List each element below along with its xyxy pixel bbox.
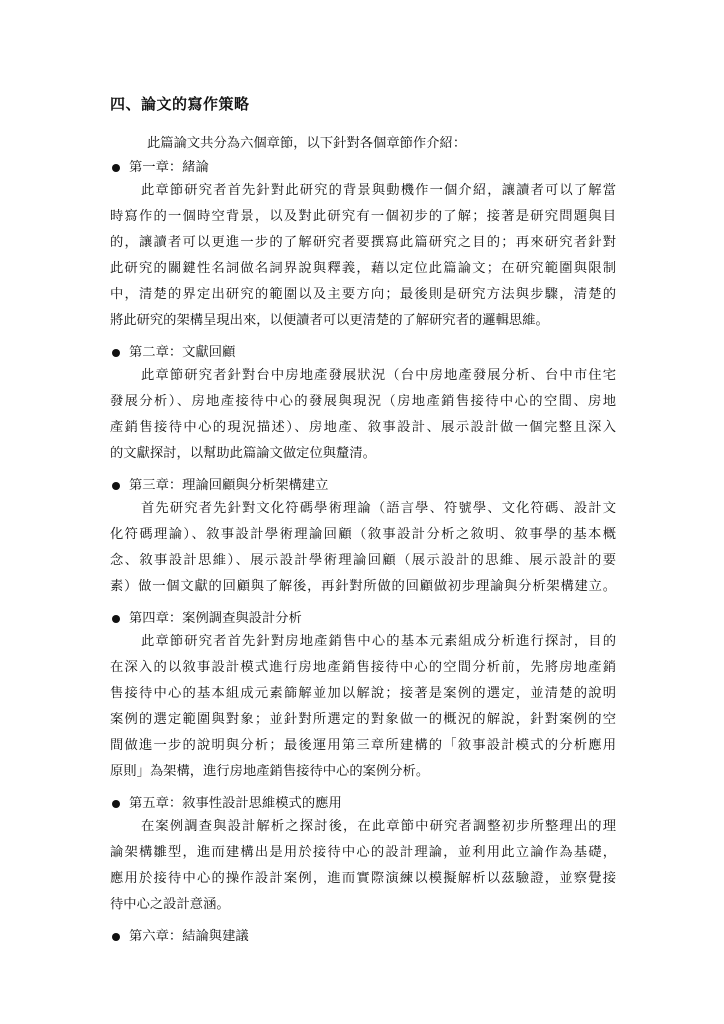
paragraph-line: 原則」為架構，進行房地產銷售接待中心的案例分析。 — [110, 764, 430, 779]
chapter-title-text: 第六章：結論與建議 — [129, 929, 249, 944]
chapter-paragraph — [110, 367, 616, 471]
paragraph-line: 發展分析）、房地產接待中心的發展與現況（房地產銷售接待中心的空間、房地 — [110, 394, 616, 409]
paragraph-line: 中，清楚的界定出研究的範圍以及主要方向；最後則是研究方法與步驟，清楚的 — [110, 287, 616, 302]
chapter-title — [110, 795, 616, 813]
paragraph-line: 產銷售接待中心的現況描述）、房地產、敘事設計、展示設計做一個完整且深入 — [110, 420, 616, 435]
section-heading: 四、論文的寫作策略 — [110, 95, 250, 113]
chapter-5 — [110, 795, 616, 922]
chapter-3 — [110, 477, 616, 604]
paragraph-line: 間做進一步的說明與分析；最後運用第三章所建構的「敘事設計模式的分析應用 — [110, 738, 616, 753]
paragraph-line: 化符碼理論）、敘事設計學術理論回顧（敘事設計分析之敘明、敘事學的基本概 — [110, 527, 616, 542]
bullet-icon — [112, 349, 120, 357]
chapter-6 — [110, 928, 616, 946]
paragraph-line: 在案例調查與設計解析之探討後，在此章節中研究者調整初步所整理出的理 — [141, 819, 616, 834]
bullet-icon — [112, 615, 120, 623]
chapter-title — [110, 928, 616, 946]
paragraph-line: 售接待中心的基本組成元素篩解並加以解說；接著是案例的選定，並清楚的說明 — [110, 686, 616, 701]
bullet-icon — [112, 933, 120, 941]
paragraph-line: 此章節研究者首先針對房地產銷售中心的基本元素組成分析進行探討，目的 — [141, 634, 616, 649]
paragraph-line: 此章節研究者首先針對此研究的背景與動機作一個介紹，讓讀者可以了解當 — [141, 183, 616, 198]
chapter-title-text: 第四章：案例調查與設計分析 — [129, 611, 302, 626]
chapter-4 — [110, 610, 616, 789]
paragraph-line: 的，讓讀者可以更進一步的了解研究者要撰寫此篇研究之目的；再來研究者針對 — [110, 235, 616, 250]
paragraph-line: 待中心之設計意涵。 — [110, 897, 230, 912]
bullet-icon — [112, 482, 120, 490]
intro-paragraph: 此篇論文共分為六個章節，以下針對各個章節作介紹： — [147, 136, 467, 151]
paragraph-line: 此章節研究者針對台中房地產發展狀況（台中房地產發展分析、台中市住宅 — [141, 368, 616, 383]
chapter-title-text: 第三章：理論回顧與分析架構建立 — [129, 478, 329, 493]
chapter-title — [110, 344, 616, 362]
paragraph-line: 素）做一個文獻的回顧與了解後，再針對所做的回顧做初步理論與分析架構建立。 — [110, 579, 616, 594]
chapter-1 — [110, 159, 616, 338]
chapter-title-text: 第二章：文獻回顧 — [129, 345, 236, 360]
chapter-title-text: 第五章：敘事性設計思維模式的應用 — [129, 796, 342, 811]
paragraph-line: 時寫作的一個時空背景，以及對此研究有一個初步的了解；接著是研究問題與目 — [110, 209, 616, 224]
paragraph-line: 在深入的以敘事設計模式進行房地產銷售接待中心的空間分析前，先將房地產銷 — [110, 660, 616, 675]
chapter-title-text: 第一章：緒論 — [129, 160, 209, 175]
chapter-title — [110, 477, 616, 495]
chapter-paragraph — [110, 633, 616, 789]
chapter-paragraph — [110, 818, 616, 922]
chapter-paragraph — [110, 182, 616, 338]
chapter-title — [110, 159, 616, 177]
paragraph-line: 此研究的關鍵性名詞做名詞界說與釋義，藉以定位此篇論文；在研究範圍與限制 — [110, 261, 616, 276]
chapter-title — [110, 610, 616, 628]
chapter-2 — [110, 344, 616, 471]
paragraph-line: 案例的選定範圍與對象；並針對所選定的對象做一的概況的解說，針對案例的空 — [110, 712, 616, 727]
paragraph-line: 念、敘事設計思維）、展示設計學術理論回顧（展示設計的思維、展示設計的要 — [110, 553, 616, 568]
paragraph-line: 將此研究的架構呈現出來，以便讀者可以更清楚的了解研究者的邏輯思維。 — [110, 313, 549, 328]
paragraph-line: 應用於接待中心的操作設計案例，進而實際演練以模擬解析以茲驗證，並察覺接 — [110, 871, 616, 886]
document-page — [110, 94, 616, 951]
paragraph-line: 首先研究者先針對文化符碼學術理論（語言學、符號學、文化符碼、設計文 — [141, 501, 616, 516]
paragraph-line: 的文獻探討，以幫助此篇論文做定位與釐清。 — [110, 446, 376, 461]
bullet-icon — [112, 164, 120, 172]
chapter-paragraph — [110, 500, 616, 604]
paragraph-line: 論架構雛型，進而建構出是用於接待中心的設計理論，並利用此立論作為基礎， — [110, 845, 616, 860]
bullet-icon — [112, 800, 120, 808]
